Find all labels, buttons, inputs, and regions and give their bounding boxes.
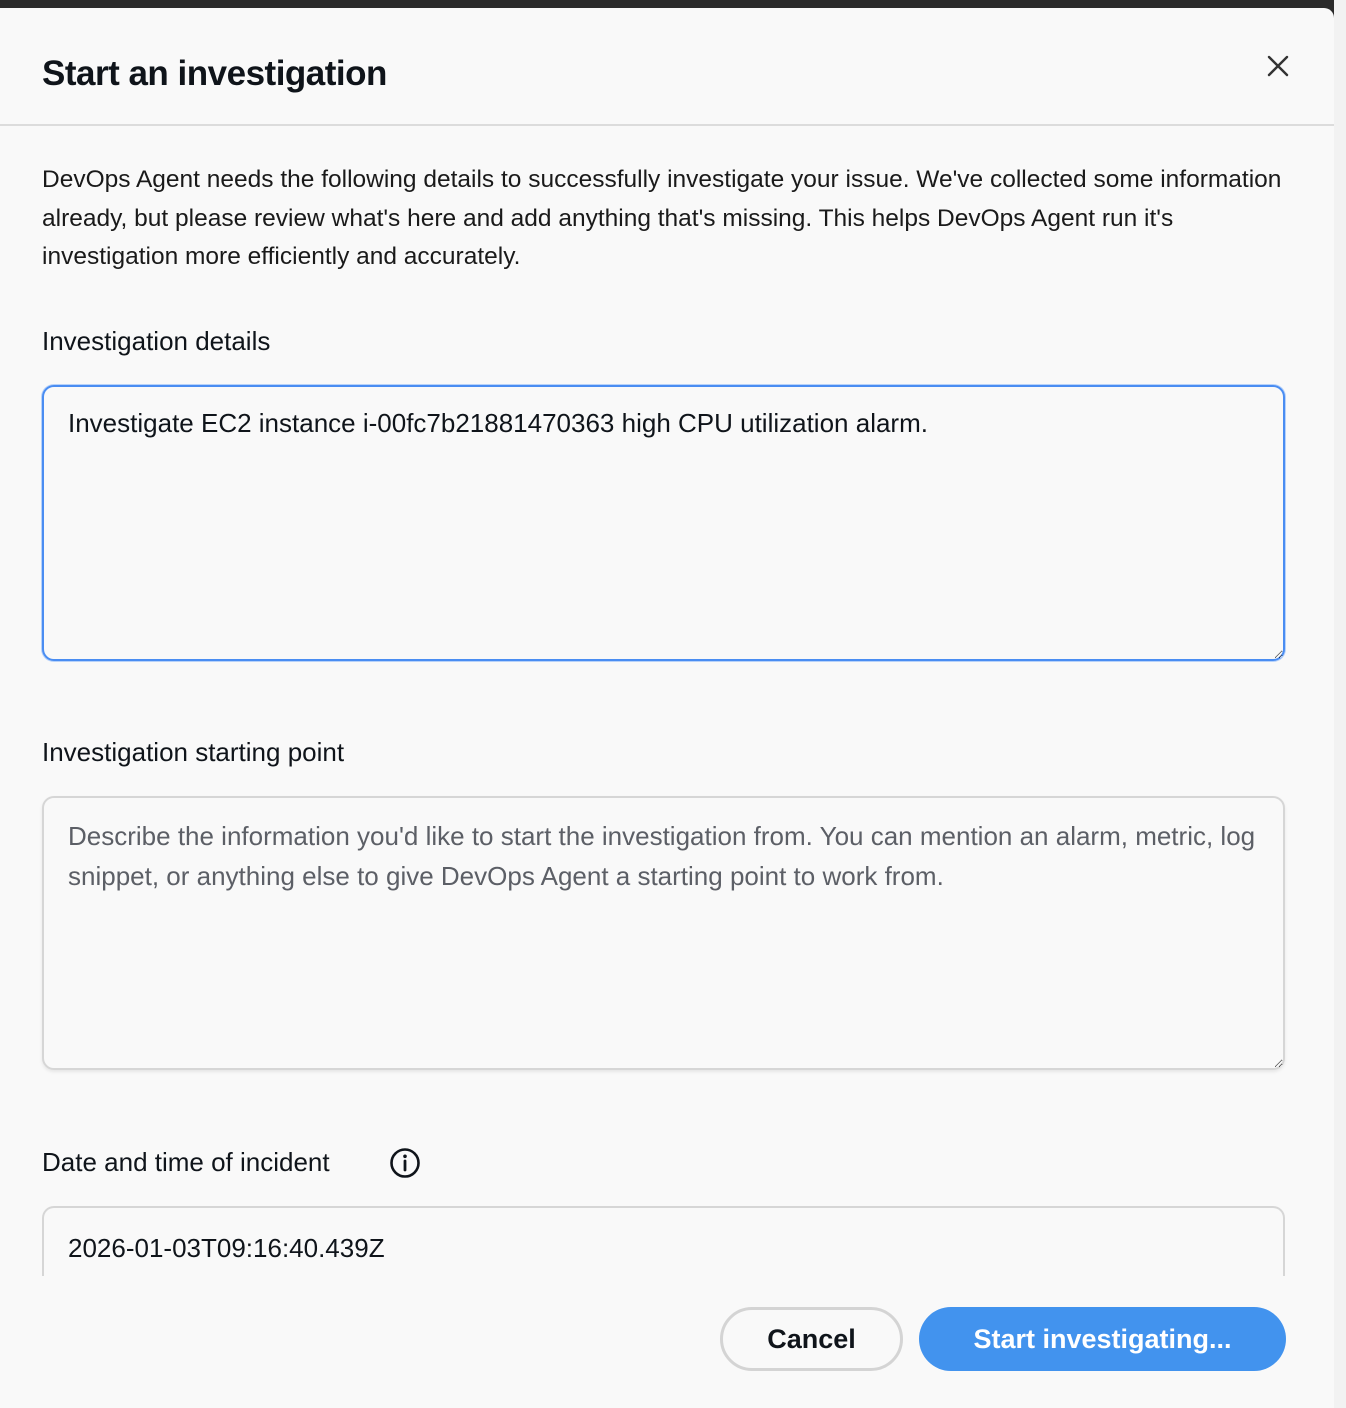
incident-datetime-input[interactable]: [42, 1206, 1285, 1276]
investigation-starting-point-label: Investigation starting point: [42, 737, 345, 767]
incident-datetime-label: Date and time of incident: [42, 1147, 330, 1177]
cancel-button[interactable]: Cancel: [720, 1307, 903, 1371]
modal-title: Start an investigation: [42, 54, 387, 93]
investigation-details-textarea[interactable]: [42, 385, 1285, 661]
modal-header: [0, 8, 1334, 126]
background-page-edge: [1334, 0, 1346, 1408]
intro-text: DevOps Agent needs the following details to successfully investigate your issue. We've collected some information already, but please review what's here and add anything that's missing. This helps DevOps Agent run it's investigation more efficiently and accurately.: [42, 166, 1282, 270]
investigation-starting-point-textarea[interactable]: [42, 796, 1285, 1070]
start-investigation-modal: [0, 8, 1334, 1408]
start-investigating-button[interactable]: Start investigating...: [919, 1307, 1286, 1371]
close-icon: [1267, 55, 1289, 77]
investigation-details-label: Investigation details: [42, 326, 271, 356]
close-button[interactable]: [1260, 48, 1296, 84]
info-icon[interactable]: [389, 1147, 421, 1179]
